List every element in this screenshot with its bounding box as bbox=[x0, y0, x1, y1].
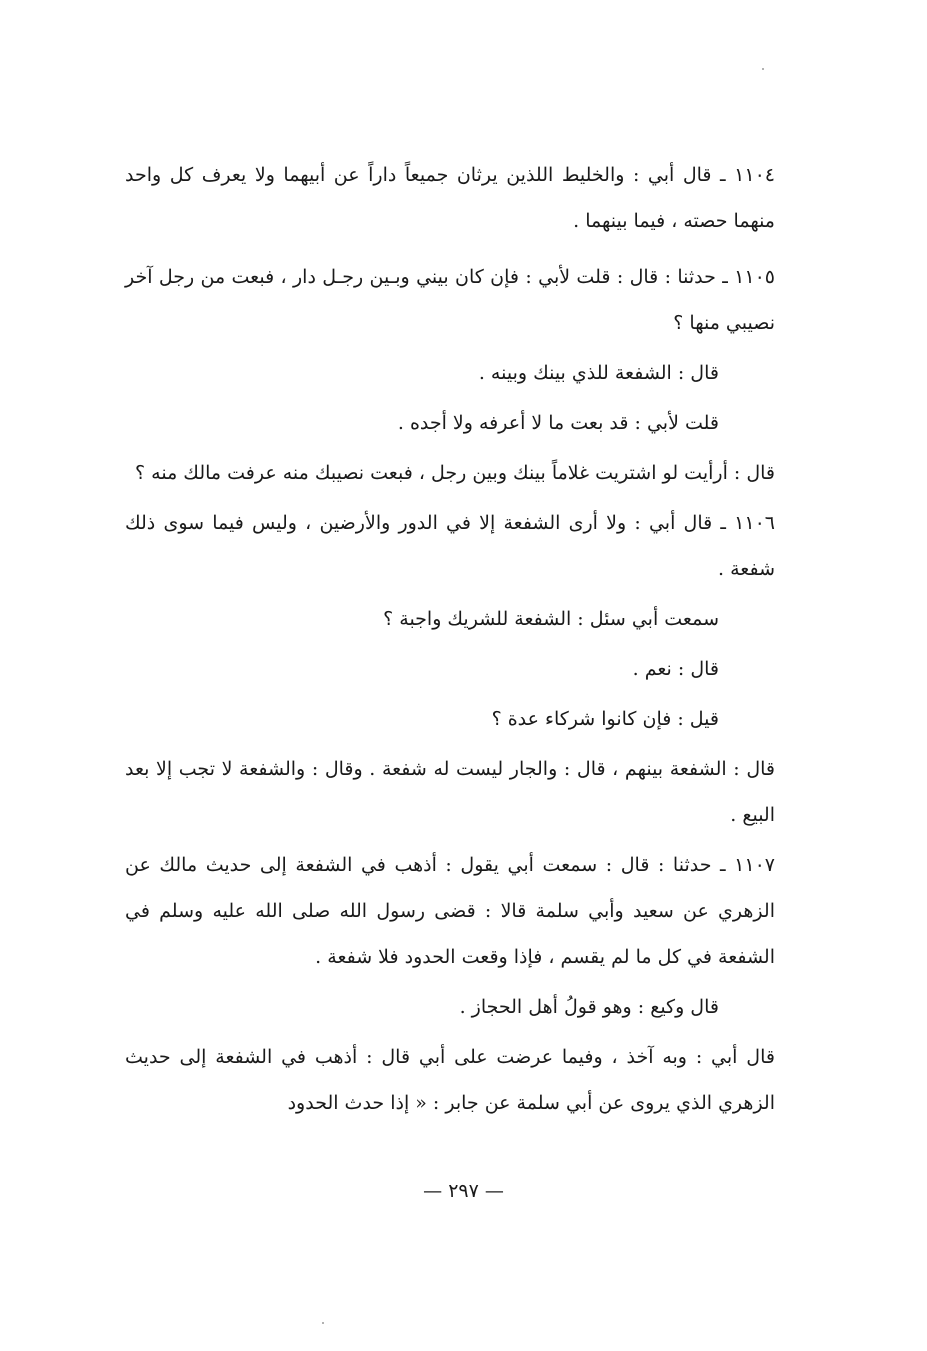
paragraph-answer-slave: قال : أرأيت لو اشتريت غلاماً بينك وبين رجل ، فبعت نصيبك منه عرفت مالك منه ؟ bbox=[135, 462, 775, 484]
scan-speck bbox=[762, 68, 764, 70]
paragraph-jabir: قال أبي : وبه آخذ ، وفيما عرضت على أبي قال : أذهب في الشفعة إلى حديث الزهري الذي يروى عن أبي سلمة عن جابر : « إذا حدث الحدود bbox=[125, 1046, 775, 1114]
paragraph-answer-shufa: قال : الشفعة للذي بينك وبينه . bbox=[478, 362, 719, 384]
paragraph-1107: ١١٠٧ ـ حدثنا : قال : سمعت أبي يقول : أذهب في الشفعة إلى حديث مالك عن الزهري عن سعيد وأبي سلمة قالا : قضى رسول الله صلى الله عليه وسلم في الشفعة في كل ما لم يقسم ، فإذا وقعت الحدود فلا شفعة . bbox=[125, 854, 775, 968]
page-number: — ٢٩٧ — bbox=[423, 1180, 504, 1202]
paragraph-answer-yes: قال : نعم . bbox=[632, 658, 719, 680]
paragraph-question-partner: سمعت أبي سئل : الشفعة للشريك واجبة ؟ bbox=[383, 608, 719, 630]
paragraph-question-unknown: قلت لأبي : قد بعت ما لا أعرفه ولا أجده . bbox=[397, 412, 719, 434]
paragraph-1104: ١١٠٤ ـ قال أبي : والخليط اللذين يرثان جميعاً داراً عن أبيهما ولا يعرف كل واحد منهما حصته ، فيما بينهما . bbox=[125, 164, 775, 232]
paragraph-1106: ١١٠٦ ـ قال أبي : ولا أرى الشفعة إلا في الدور والأرضين ، وليس فيما سوى ذلك شفعة . bbox=[125, 512, 775, 580]
paragraph-1105: ١١٠٥ ـ حدثنا : قال : قلت لأبي : فإن كان بيني وبـين رجـل دار ، فبعت من رجل آخر نصيبي منها ؟ bbox=[125, 266, 775, 334]
paragraph-question-many-partners: قيل : فإن كانوا شركاء عدة ؟ bbox=[491, 708, 719, 730]
scan-speck bbox=[322, 1322, 324, 1324]
page-body bbox=[125, 152, 775, 1130]
paragraph-answer-neighbor: قال : الشفعة بينهم ، قال : والجار ليست له شفعة . وقال : والشفعة لا تجب إلا بعد البيع . bbox=[125, 758, 775, 826]
paragraph-waki: قال وكيع : وهو قولُ أهل الحجاز . bbox=[459, 996, 719, 1018]
